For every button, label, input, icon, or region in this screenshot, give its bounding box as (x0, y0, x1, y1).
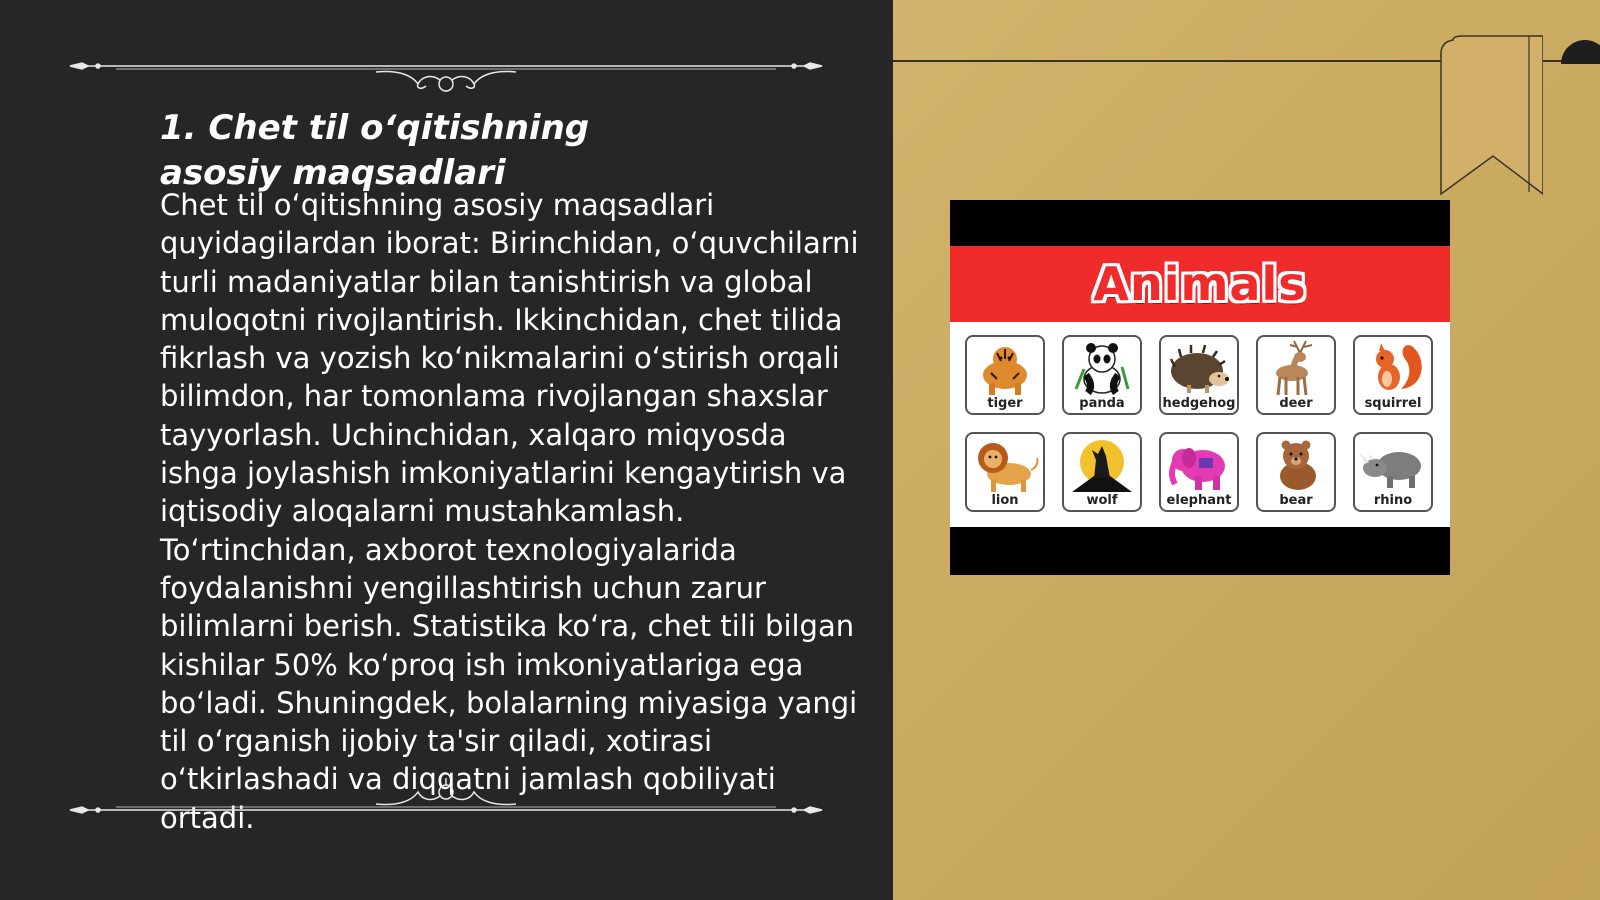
wolf-icon (1064, 436, 1140, 494)
animal-label: wolf (1086, 493, 1118, 508)
animal-label: squirrel (1364, 396, 1422, 411)
panda-icon (1064, 339, 1140, 397)
ornament-bottom-divider (66, 778, 826, 828)
animal-tile-wolf (1062, 432, 1142, 512)
ornament-top-divider (66, 42, 826, 92)
animal-label: panda (1079, 396, 1125, 411)
animal-tile-elephant (1159, 432, 1239, 512)
hedgehog-icon (1161, 339, 1237, 397)
bookmark-ribbon-icon (1433, 34, 1543, 199)
deer-icon (1258, 339, 1334, 397)
rhino-icon (1355, 436, 1431, 494)
animal-tile-panda (1062, 335, 1142, 415)
squirrel-icon (1355, 339, 1431, 397)
animal-label: bear (1279, 493, 1313, 508)
animal-label: hedgehog (1162, 396, 1236, 411)
tiger-icon (967, 339, 1043, 397)
animal-label: tiger (987, 396, 1023, 411)
slide-title: 1. Chet til o‘qitishning asosiy maqsadlari (160, 108, 590, 193)
bear-icon (1258, 436, 1334, 494)
animals-heading: Animals (1093, 257, 1307, 311)
animal-tile-rhino (1353, 432, 1433, 512)
animal-tile-hedgehog (1159, 335, 1239, 415)
animals-image (950, 200, 1450, 575)
animal-tile-squirrel (1353, 335, 1433, 415)
slide-body-text: Chet til o‘qitishning asosiy maqsadlari quyidagilardan iborat: Birinchidan, o‘quvchilarni turli madaniyatlar bilan tanishtirish va global muloqotni rivojlantirish. Ikkinchidan, chet tilida fikrlash va yozish ko‘nikmalarini o‘stirish orqali bilimdon, har tomonlama rivojlangan shaxslar tayyorlash. Uchinchidan, xalqaro miqyosda ishga joylashish imkoniyatlarini kengaytirish va iqtisodiy aloqalarni mustahkamlash. To‘rtinchidan, axborot texnologiyalarida foydalanishni yengillashtirish uchun zarur bilimlarni berish. Statistika ko‘ra, chet tili bilgan kishilar 50% ko‘proq ish imkoniyatlariga ega bo‘ladi. Shuningdek, bolalarning miyasiga yangi til o‘rganish ijobiy ta'sir qiladi, xotirasi o‘tkirlashadi va diqqatni jamlash qobiliyati ortadi. (160, 188, 859, 835)
elephant-icon (1161, 436, 1237, 494)
half-circle-icon (1555, 36, 1600, 66)
animal-tile-deer (1256, 335, 1336, 415)
animal-tile-bear (1256, 432, 1336, 512)
animal-tile-lion (965, 432, 1045, 512)
animal-label: deer (1279, 396, 1313, 411)
animal-label: lion (991, 493, 1019, 508)
animals-grid (950, 322, 1450, 527)
slide-image-panel (893, 0, 1600, 900)
animal-label: elephant (1166, 493, 1232, 508)
lion-icon (967, 436, 1043, 494)
animals-banner (950, 246, 1450, 322)
animal-label: rhino (1373, 493, 1413, 508)
animal-tile-tiger (965, 335, 1045, 415)
